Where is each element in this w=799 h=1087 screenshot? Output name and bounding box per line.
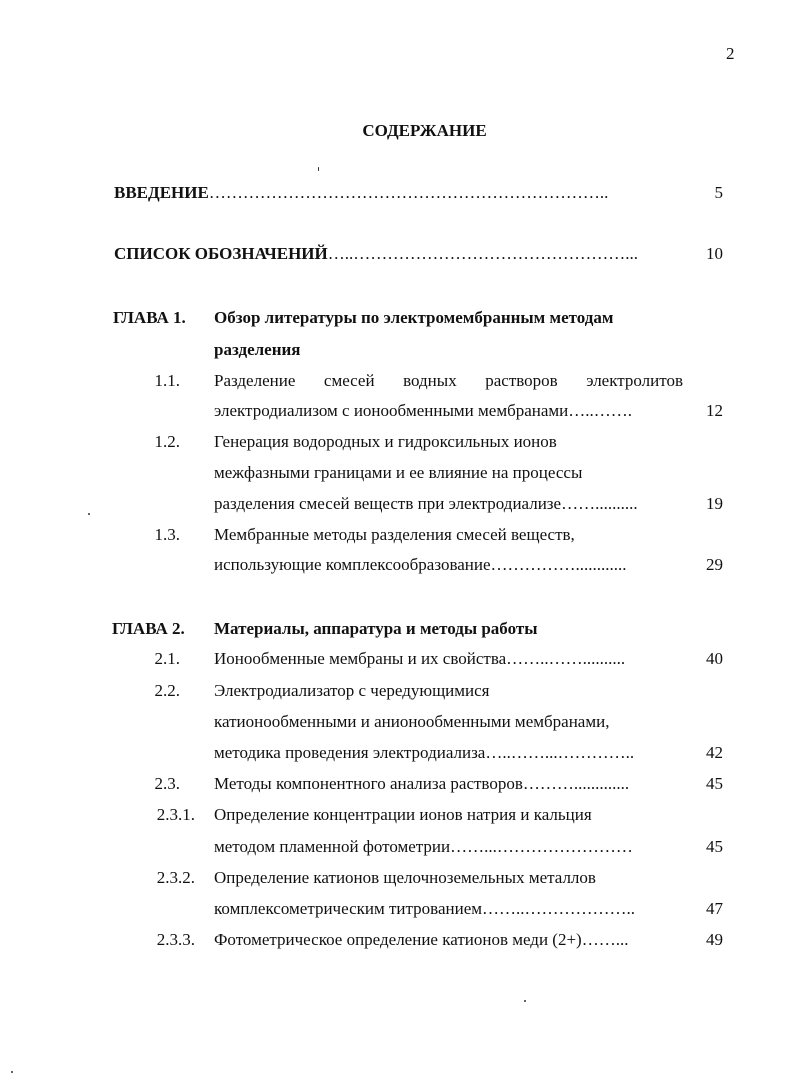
section-text-line: методика проведения электродиализа…..……...………….. <box>214 743 635 762</box>
toc-leader: …………………………………………………………….. <box>208 183 609 202</box>
section-text-line: комплексометрическим титрованием……..……………….. <box>214 899 635 918</box>
section-text-line: использующие комплексообразование……………............ <box>214 555 627 574</box>
page-title: СОДЕРЖАНИЕ <box>362 121 487 140</box>
section-text-line: Разделение смесей водных растворов электролитов <box>214 371 683 390</box>
section-text-line: Фотометрическое определение катионов меди (2+)……... <box>214 930 629 949</box>
section-text-line: Электродиализатор с чередующимися <box>214 681 490 700</box>
section-text-line: Определение катионов щелочноземельных металлов <box>214 868 596 887</box>
section-text-line: межфазными границами и ее влияние на процессы <box>214 463 583 482</box>
section-number: 1.3. <box>154 525 180 544</box>
section-number: 2.3.2. <box>156 868 195 887</box>
section-text-line: Методы компонентного анализа растворов………............. <box>214 774 630 793</box>
chapter-title-line: Материалы, аппаратура и методы работы <box>214 619 538 638</box>
toc-page-number: 12 <box>706 401 723 420</box>
scan-speck <box>318 167 319 171</box>
toc-page-number: 19 <box>706 494 723 513</box>
toc-page-number: 45 <box>706 837 723 856</box>
toc-page-number: 29 <box>706 555 723 574</box>
scan-speck <box>88 513 90 515</box>
toc-page-number: 5 <box>714 183 723 202</box>
chapter-title-line: Обзор литературы по электромембранным методам <box>214 308 614 327</box>
section-number: 2.3.1. <box>156 805 195 824</box>
scan-speck <box>524 1000 526 1002</box>
toc-page-number: 47 <box>706 899 723 918</box>
toc-page-number: 49 <box>706 930 723 949</box>
section-text-line: катионообменными и анионообменными мембранами, <box>214 712 610 731</box>
toc-page-number: 42 <box>706 743 723 762</box>
toc-entry-intro <box>114 183 608 203</box>
section-text-line: Мембранные методы разделения смесей веществ, <box>214 525 575 544</box>
chapter-title-line: разделения <box>214 340 301 359</box>
section-text-line: электродиализом с ионообменными мембранами…..……. <box>214 401 633 420</box>
chapter-label: ГЛАВА 1. <box>113 308 186 327</box>
section-text-line: Генерация водородных и гидроксильных ионов <box>214 432 557 451</box>
section-text-line: методом пламенной фотометрии……...…………………… <box>214 837 633 856</box>
toc-page-number: 40 <box>706 649 723 668</box>
scan-speck <box>11 1071 13 1073</box>
toc-page-number: 10 <box>706 244 723 263</box>
section-number: 2.3.3. <box>156 930 195 949</box>
toc-entry-symbols <box>114 244 638 264</box>
page-number: 2 <box>726 44 735 63</box>
toc-leader: …..…………………………………………... <box>327 244 638 263</box>
toc-entry-title: СПИСОК ОБОЗНАЧЕНИЙ <box>114 244 328 263</box>
section-number: 2.2. <box>154 681 180 700</box>
section-text-line: Ионообменные мембраны и их свойства……..…….......... <box>214 649 626 668</box>
section-text-line: Определение концентрации ионов натрия и кальция <box>214 805 592 824</box>
section-text-line: разделения смесей веществ при электродиализе…….......... <box>214 494 638 513</box>
chapter-label: ГЛАВА 2. <box>112 619 185 638</box>
section-number: 2.3. <box>154 774 180 793</box>
section-number: 2.1. <box>154 649 180 668</box>
section-number: 1.2. <box>154 432 180 451</box>
toc-page-number: 45 <box>706 774 723 793</box>
toc-entry-title: ВВЕДЕНИЕ <box>114 183 209 202</box>
section-number: 1.1. <box>154 371 180 390</box>
